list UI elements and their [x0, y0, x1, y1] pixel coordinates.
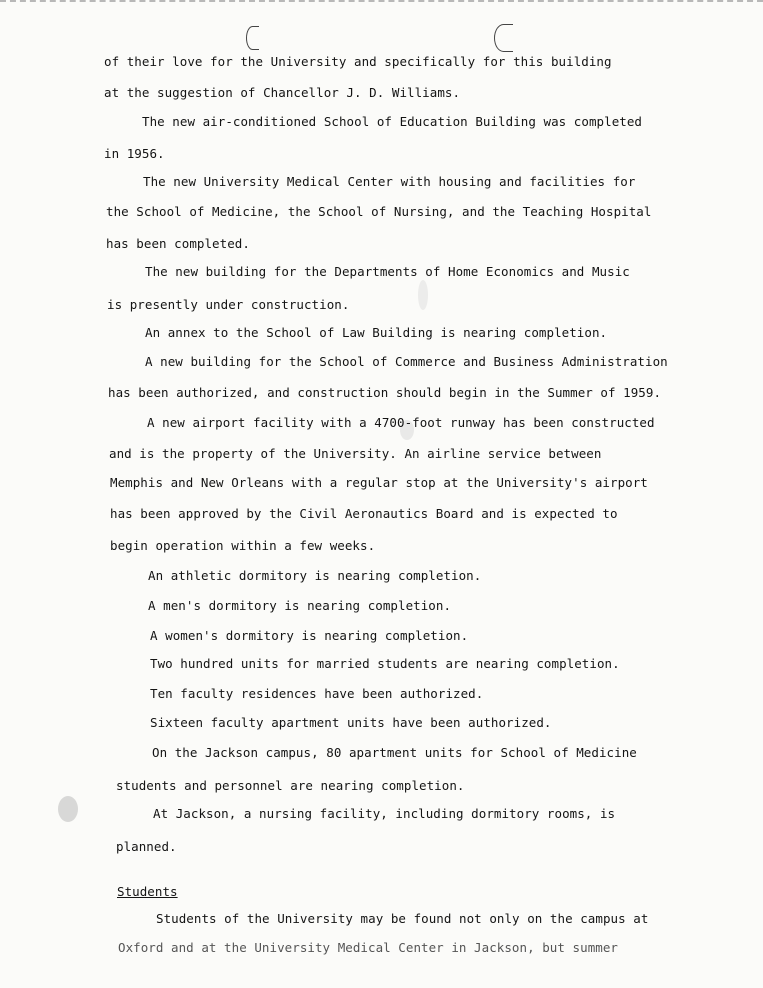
body-line: of their love for the University and specifically for this building	[104, 54, 612, 69]
body-line: At Jackson, a nursing facility, including dormitory rooms, is	[153, 806, 616, 821]
body-line: A new building for the School of Commerce and Business Administration	[145, 354, 668, 369]
body-line: The new air-conditioned School of Education Building was completed	[142, 114, 642, 129]
body-line: Ten faculty residences have been authorized.	[150, 686, 484, 701]
body-line: has been authorized, and construction should begin in the Summer of 1959.	[108, 385, 662, 400]
body-line: A new airport facility with a 4700-foot runway has been constructed	[147, 415, 655, 430]
body-line: begin operation within a few weeks.	[110, 538, 376, 553]
body-line: An athletic dormitory is nearing completion.	[148, 568, 482, 583]
scan-speckle	[58, 796, 78, 822]
body-line: The new building for the Departments of Home Economics and Music	[145, 264, 630, 279]
scan-mark-right	[494, 24, 513, 52]
body-line: Students of the University may be found not only on the campus at	[156, 911, 649, 926]
body-line: students and personnel are nearing completion.	[116, 778, 465, 793]
body-line: Sixteen faculty apartment units have been authorized.	[150, 715, 552, 730]
page-top-edge	[0, 0, 763, 2]
body-line: Two hundred units for married students are nearing completion.	[150, 656, 620, 671]
body-line: has been completed.	[106, 236, 250, 251]
body-line: is presently under construction.	[107, 297, 350, 312]
body-line: at the suggestion of Chancellor J. D. Williams.	[104, 85, 461, 100]
body-line: planned.	[116, 839, 177, 854]
body-line: A women's dormitory is nearing completion.	[150, 628, 469, 643]
body-line: Memphis and New Orleans with a regular stop at the University's airport	[110, 475, 648, 490]
section-heading: Students	[117, 884, 178, 899]
body-line: and is the property of the University. An airline service between	[109, 446, 602, 461]
body-line: in 1956.	[104, 146, 165, 161]
body-line: The new University Medical Center with housing and facilities for	[143, 174, 636, 189]
scan-speckle	[418, 280, 428, 310]
body-line: Oxford and at the University Medical Center in Jackson, but summer	[118, 940, 618, 955]
body-line: A men's dormitory is nearing completion.	[148, 598, 452, 613]
scan-mark-left	[246, 26, 259, 50]
body-line: An annex to the School of Law Building is nearing completion.	[145, 325, 608, 340]
body-line: On the Jackson campus, 80 apartment units for School of Medicine	[152, 745, 637, 760]
body-line: the School of Medicine, the School of Nursing, and the Teaching Hospital	[106, 204, 652, 219]
body-line: has been approved by the Civil Aeronautics Board and is expected to	[110, 506, 618, 521]
